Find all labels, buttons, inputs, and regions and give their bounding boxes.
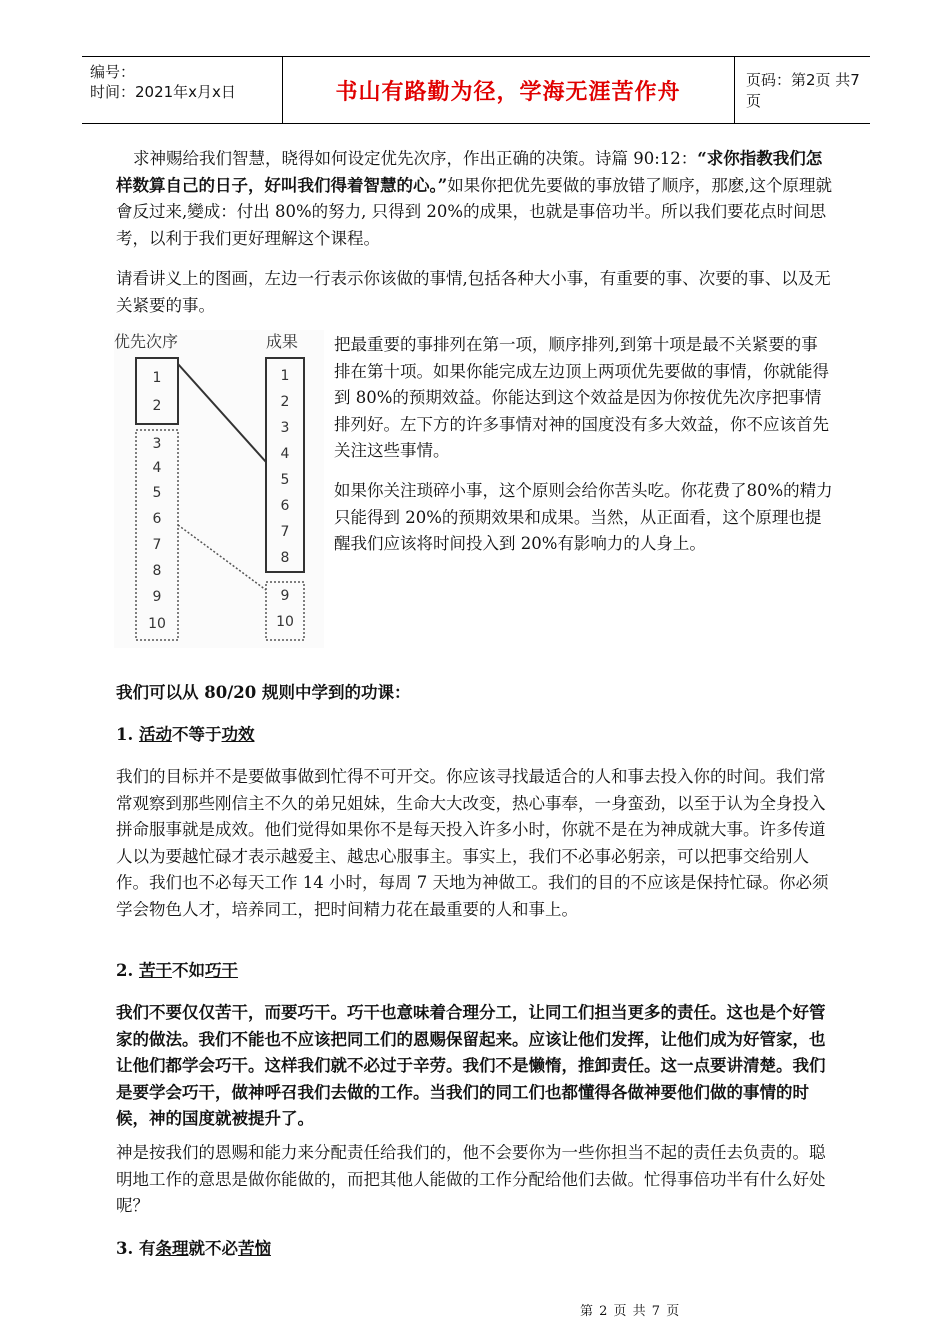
results-title: 成果 bbox=[266, 332, 299, 351]
priority-item: 9 bbox=[152, 589, 162, 605]
paragraph-2: 请看讲义上的图画，左边一行表示你该做的事情,包括各种大小事，有重要的事、次要的事、以及无关紧要的事。 bbox=[116, 269, 831, 315]
lesson-3-connector: 就不必 bbox=[188, 1239, 238, 1258]
lesson-1-body: 我们的目标并不是要做事做到忙得不可开交。你应该寻找最适合的人和事去投入你的时间。我们常常观察到那些刚信主不久的弟兄姐妹，生命大大改变，热心事奉，一身蛮劲，以至于认为全身投入拼命服事就是成效。他们觉得如果你不是每天投入许多小时，你就不是在为神成就大事。许多传道人以为要越忙碌才表示越爱主、越忠心服事主。事实上，我们不必事必躬亲，可以把事交给别人作。我们也不必每天工作 14 小时，每周 7 天地为神做工。我们的目的不应该是保持忙碌。你必须学会物色人才，培养同工，把时间精力花在最重要的人和事上。 bbox=[116, 767, 829, 919]
result-item: 6 bbox=[280, 498, 290, 514]
priority-item: 4 bbox=[152, 460, 162, 476]
diagram-explanation: 把最重要的事排列在第一项，顺序排列,到第十项是最不关紧要的事排在第十项。如果你能完成左边顶上两项优先要做的事情，你就能得到 80%的预期效益。你能达到这个效益是因为你按优先次序把事情排列好。左下方的许多事情对神的国度没有多大效益，你不应该首先关注这些事情。 bbox=[334, 335, 829, 460]
header-page-code: 页码：第2页 共7页 bbox=[746, 71, 860, 110]
paragraph-1-body: 如果你把优先要做的事放错了顺序，那麽,这个原理就會反过来,變成：付出 80%的努力, 只得到 20%的成果，也就是事倍功半。所以我们要花点时间思考，以利于我们更好理解这个课程。 bbox=[116, 175, 832, 248]
result-item: 3 bbox=[280, 420, 290, 436]
lessons-title: 我们可以从 80/20 规则中学到的功课： bbox=[116, 683, 411, 702]
result-item: 9 bbox=[280, 588, 290, 604]
lesson-2-term-a: 苦干 bbox=[138, 961, 172, 980]
priority-item: 5 bbox=[152, 485, 162, 501]
paragraph-1-intro: 求神赐给我们智慧，晓得如何设定优先次序，作出正确的决策。诗篇 90:12： bbox=[133, 149, 698, 168]
priority-item: 7 bbox=[152, 537, 162, 553]
page-header bbox=[82, 56, 870, 124]
lesson-1-number: 1. bbox=[116, 725, 139, 744]
priority-item: 1 bbox=[152, 370, 162, 386]
priority-item: 8 bbox=[152, 563, 162, 579]
priority-item: 2 bbox=[152, 398, 162, 414]
lesson-1-term-b: 功效 bbox=[221, 725, 255, 744]
result-item: 10 bbox=[276, 614, 294, 630]
lesson-2-heading bbox=[116, 958, 836, 985]
result-item: 5 bbox=[280, 472, 290, 488]
lesson-1-term-a: 活动 bbox=[138, 725, 172, 744]
number-label: 编号： bbox=[90, 63, 136, 81]
scripture-quote: “求你指教我们怎样数算自己的日子，好叫我们得着智慧的心。” bbox=[116, 149, 823, 195]
page-footer: 第 2 页 共 7 页 bbox=[580, 1304, 681, 1319]
lesson-3-term-a: 条理 bbox=[155, 1239, 189, 1258]
lesson-2-term-b: 巧干 bbox=[204, 961, 238, 980]
header-motto: 书山有路勤为径，学海无涯苦作舟 bbox=[282, 57, 735, 123]
lesson-3-term-b: 苦恼 bbox=[237, 1239, 271, 1258]
lesson-1-heading bbox=[116, 722, 836, 749]
time-label: 时间：2021年x月x日 bbox=[90, 83, 236, 101]
result-item: 1 bbox=[280, 368, 290, 384]
priority-item: 3 bbox=[152, 436, 162, 452]
result-item: 8 bbox=[280, 550, 290, 566]
priority-item: 6 bbox=[152, 511, 162, 527]
diagram-warning: 如果你关注琐碎小事，这个原则会给你苦头吃。你花费了80%的精力只能得到 20%的预期效果和成果。当然，从正面看，这个原理也提醒我们应该将时间投入到 20%有影响力的人身上。 bbox=[334, 481, 833, 553]
header-meta bbox=[82, 57, 283, 123]
priority-results-diagram bbox=[114, 330, 324, 648]
lesson-3-number: 3. 有 bbox=[116, 1239, 156, 1258]
result-item: 4 bbox=[280, 446, 290, 462]
lesson-2-number: 2. bbox=[116, 961, 139, 980]
result-item: 7 bbox=[280, 524, 290, 540]
result-item: 2 bbox=[280, 394, 290, 410]
lesson-1-connector: 不等于 bbox=[171, 725, 222, 744]
priority-title: 优先次序 bbox=[114, 332, 179, 351]
lesson-2-conclusion: 神是按我们的恩赐和能力来分配责任给我们的，他不会要你为一些你担当不起的责任去负责的。聪明地工作的意思是做你能做的，而把其他人能做的工作分配给他们去做。忙得事倍功半有什么好处呢？ bbox=[116, 1143, 826, 1215]
lesson-3-heading bbox=[116, 1236, 836, 1263]
lesson-2-body: 我们不要仅仅苦干，而要巧干。巧干也意味着合理分工，让同工们担当更多的责任。这也是个好管家的做法。我们不能也不应该把同工们的恩赐保留起来。应该让他们发挥，让他们成为好管家，也让他们都学会巧干。这样我们就不必过于辛劳。我们不是懒惰，推卸责任。这一点要讲清楚。我们是要学会巧干，做神呼召我们去做的工作。当我们的同工们也都懂得各做神要他们做的事情的时候，神的国度就被提升了。 bbox=[116, 1003, 826, 1128]
paragraph-1 bbox=[116, 146, 836, 252]
priority-item: 10 bbox=[148, 616, 166, 632]
lesson-2-connector: 不如 bbox=[171, 961, 205, 980]
